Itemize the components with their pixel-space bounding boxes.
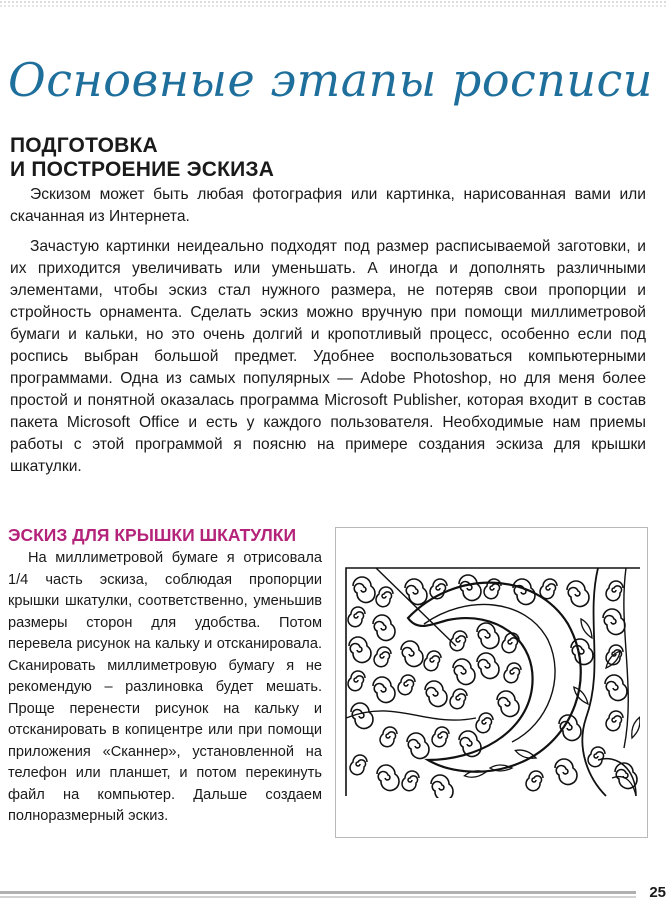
body-paragraph: Зачастую картинки неидеально подходят под размер расписываемой заготовки, и их приходится увеличивать или уменьшать. А иногда и дополнять различными элементами, чтобы эскиз стал нужного размера, не потеряв свои пропорции и стройность орнамента. Сделать эскиз можно вручную при помощи миллиметровой бумаги и кальки, но это очень долгий и кропотливый процесс, особенно если под роспись выбран большой предмет. Удобнее воспользоваться компьютерными программами. Одна из самых популярных — Adobe Photoshop, но для меня более простой и понятной оказалась программа Microsoft Publisher, которая входит в состав пакета Microsoft Office и есть у каждого пользователя. Необходимые нам приемы работы с этой программой я поясню на примере создания эскиза для крышки шкатулки. xyxy=(10,238,646,475)
section-heading-line-1: ПОДГОТОВКА xyxy=(10,134,158,157)
page-number: 25 xyxy=(649,884,666,901)
body-paragraph: Эскизом может быть любая фотография или картинка, нарисованная вами или скачанная из Интернета. xyxy=(10,186,646,225)
ornament-sketch-image xyxy=(336,528,647,837)
section-body xyxy=(10,184,646,486)
top-border-rule xyxy=(0,0,666,12)
footer-rule-secondary xyxy=(0,896,636,898)
chapter-title: Основные этапы росписи xyxy=(8,53,653,107)
subsection-heading: ЭСКИЗ ДЛЯ КРЫШКИ ШКАТУЛКИ xyxy=(8,525,297,545)
sketch-image-frame xyxy=(335,527,648,838)
footer-rule xyxy=(0,891,636,894)
subsection-body xyxy=(8,548,322,828)
section-heading-line-2: И ПОСТРОЕНИЕ ЭСКИЗА xyxy=(10,158,275,181)
subsection-paragraph: На миллиметровой бумаге я отрисовала 1/4 часть эскиза, соблюдая пропорции крышки шкатулки, соответственно, уменьшив размеры сторон для удобства. Потом перевела рисунок на кальку и отсканировала. Сканировать миллиметровую бумагу я не рекомендую – разлиновка будет мешать. Проще перенести рисунок на кальку и отсканировать в копицентре или при помощи приложения «Сканнер», установленной на телефон или планшет, и потом перекинуть файл на компьютер. Дальше создаем полноразмерный эскиз. xyxy=(8,550,322,824)
section-heading xyxy=(10,134,650,182)
